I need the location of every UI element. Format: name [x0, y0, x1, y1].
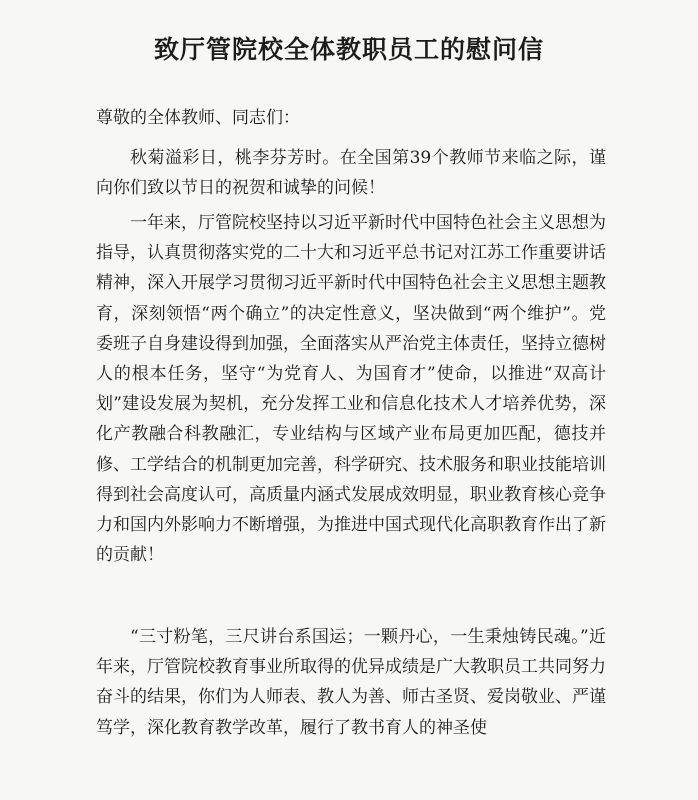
paragraph-achievements: 一年来，厅管院校坚持以习近平新时代中国特色社会主义思想为指导，认真贯彻落实党的二十大和习近平总书记对江苏工作重要讲话精神，深入开展学习贯彻习近平新时代中国特色社会主义思想主题教育，深刻领悟“两个确立”的决定性意义，坚决做到“两个维护”。党委班子自身建设得到加强，全面落实从严治党主体责任，坚持立德树人的根本任务，坚守“为党育人、为国育才”使命，以推进“双高计划”建设发展为契机，充分发挥工业和信息化技术人才培养优势，深化产教融合科教融汇，专业结构与区域产业布局更加匹配，德技并修、工学结合的机制更加完善，科学研究、技术服务和职业技能培训得到社会高度认可，高质量内涵式发展成效明显，职业教育核心竞争力和国内外影响力不断增强，为推进中国式现代化高职教育作出了新的贡献！ — [96, 213, 606, 566]
document-title: 致厅管院校全体教职员工的慰问信 — [153, 35, 544, 64]
salutation: 尊敬的全体教师、同志们： — [96, 108, 300, 128]
paragraph-tribute: “三寸粉笔，三尺讲台系国运；一颗丹心，一生秉烛铸民魂。”近年来，厅管院校教育事业所取得的优异成绩是广大教职员工共同努力奋斗的结果，你们为人师表、教人为善、师古圣贤、爱岗敬业、严谨笃学，深化教育教学改革，履行了教书育人的神圣使 — [96, 627, 606, 738]
paragraph-greeting: 秋菊溢彩日，桃李芬芳时。在全国第39个教师节来临之际，谨向你们致以节日的祝贺和诚挚的问候！ — [96, 148, 606, 199]
